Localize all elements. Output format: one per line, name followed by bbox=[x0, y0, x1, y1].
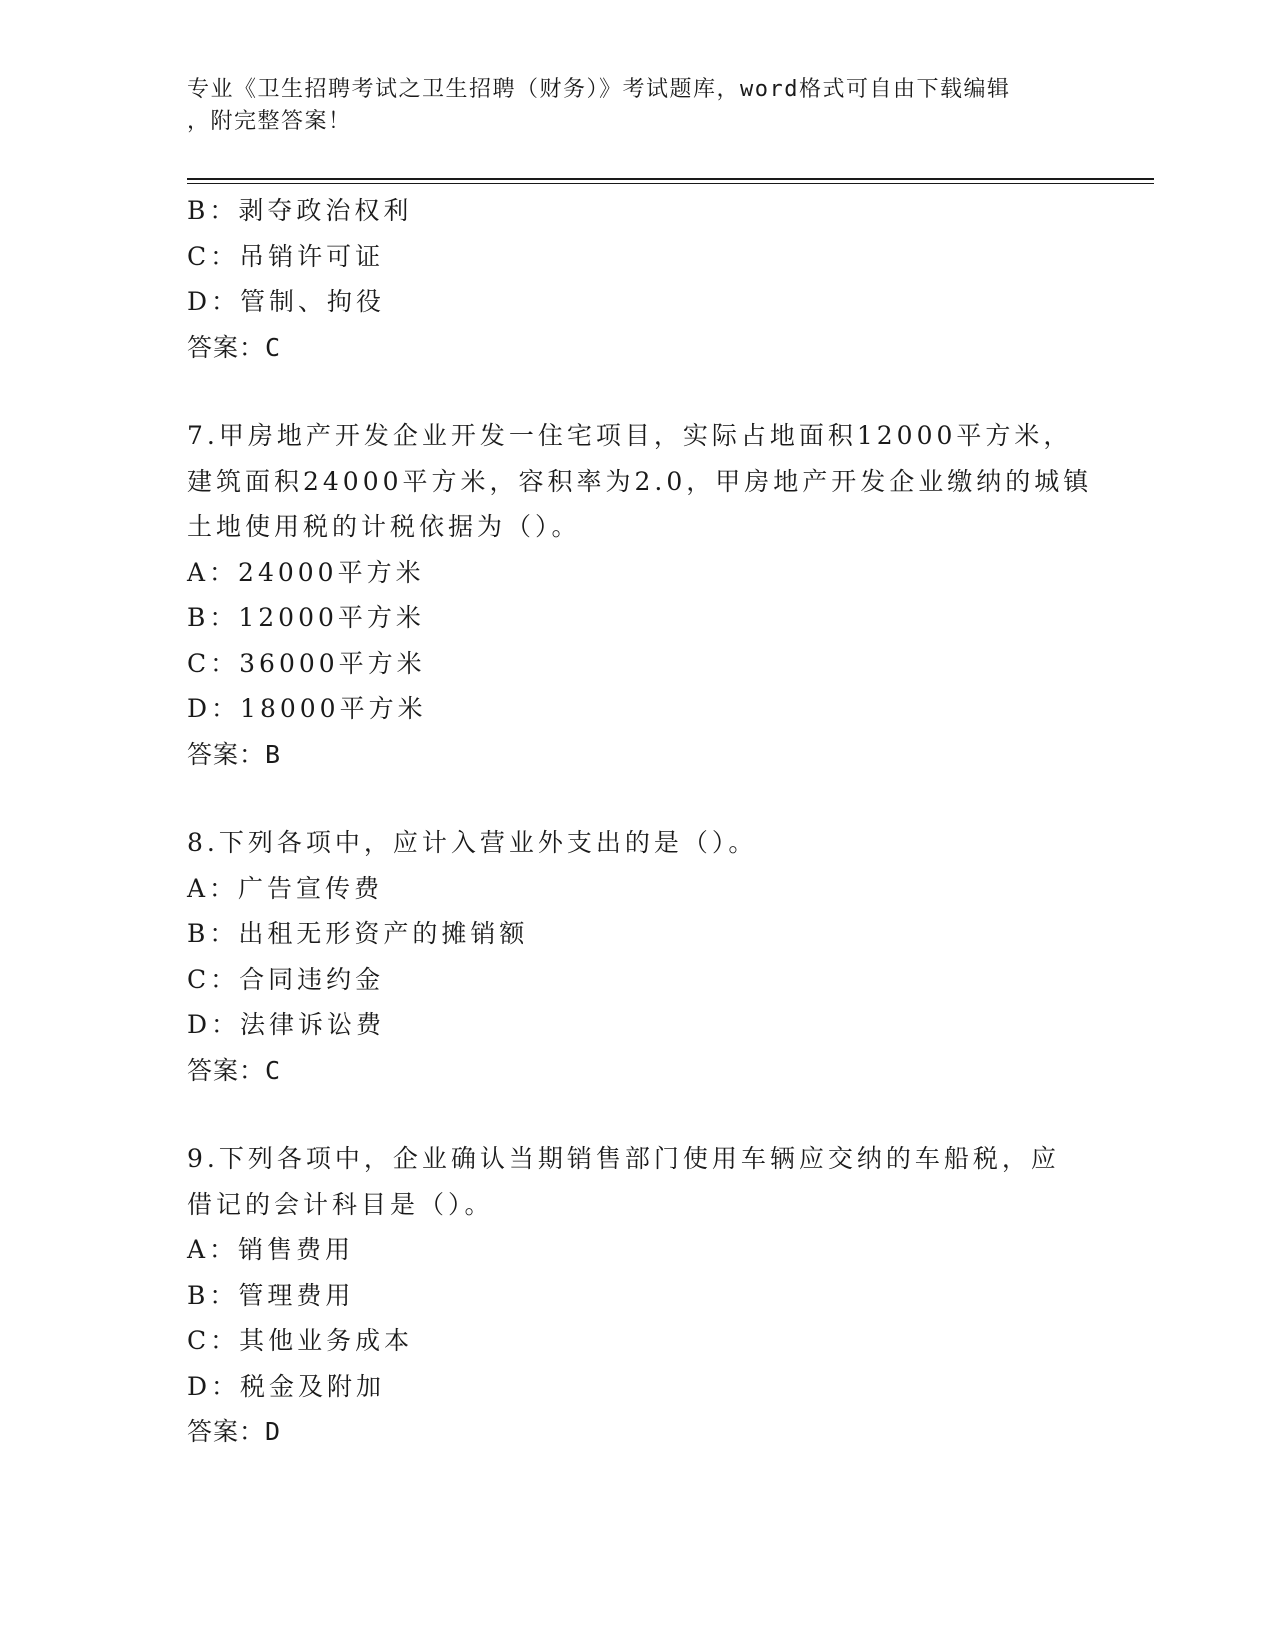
option-d: D：法律诉讼费 bbox=[187, 1010, 386, 1039]
answer-value: B bbox=[265, 739, 282, 769]
answer-value: C bbox=[265, 332, 282, 362]
answer-value: D bbox=[265, 1417, 282, 1446]
header-line-2: ，附完整答案！ bbox=[187, 109, 352, 134]
option-d: D：18000平方米 bbox=[187, 694, 427, 723]
question-stem bbox=[187, 413, 1093, 550]
stem-line: 建筑面积24000平方米，容积率为2.0，甲房地产开发企业缴纳的城镇 bbox=[187, 466, 1093, 496]
option-d: D：税金及附加 bbox=[187, 1371, 386, 1401]
option-b: B：出租无形资产的摊销额 bbox=[187, 919, 529, 948]
question-stem bbox=[187, 820, 1087, 866]
answer-label: 答案： bbox=[187, 1055, 266, 1085]
header-divider-thick bbox=[187, 178, 1154, 180]
option-c: C：36000平方米 bbox=[187, 648, 426, 678]
stem-line: 借记的会计科目是（）。 bbox=[187, 1189, 494, 1219]
answer-value: C bbox=[265, 1055, 282, 1085]
answer-line bbox=[187, 732, 1087, 778]
answer-label: 答案： bbox=[187, 739, 266, 769]
stem-line: 8.下列各项中，应计入营业外支出的是（）。 bbox=[187, 828, 758, 857]
question-8 bbox=[187, 820, 1087, 1093]
header-line-1: 专业《卫生招聘考试之卫生招聘（财务）》考试题库，word格式可自由下载编辑 bbox=[187, 77, 1011, 102]
option-b: B：管理费用 bbox=[187, 1280, 355, 1310]
stem-line: 7.甲房地产开发企业开发一住宅项目，实际占地面积12000平方米， bbox=[187, 421, 1073, 450]
answer-line bbox=[187, 1048, 1087, 1094]
option-c: C：合同违约金 bbox=[187, 964, 385, 994]
option-c: C：吊销许可证 bbox=[187, 241, 385, 271]
option-d: D：管制、拘役 bbox=[187, 287, 386, 316]
answer-line bbox=[187, 325, 1087, 371]
option-b: B：12000平方米 bbox=[187, 603, 425, 632]
question-7 bbox=[187, 413, 1093, 777]
option-c: C：其他业务成本 bbox=[187, 1326, 414, 1355]
answer-label: 答案： bbox=[187, 332, 266, 362]
option-a: A：销售费用 bbox=[187, 1235, 355, 1264]
stem-line: 9.下列各项中，企业确认当期销售部门使用车辆应交纳的车船税，应 bbox=[187, 1144, 1060, 1173]
answer-label: 答案： bbox=[187, 1417, 266, 1446]
question-9 bbox=[187, 1136, 1087, 1455]
header-divider-thin bbox=[187, 183, 1154, 184]
option-a: A：广告宣传费 bbox=[187, 873, 384, 903]
option-b: B：剥夺政治权利 bbox=[187, 196, 413, 225]
answer-line bbox=[187, 1409, 1087, 1455]
option-a: A：24000平方米 bbox=[187, 557, 425, 587]
question-6-partial bbox=[187, 188, 1087, 370]
question-stem bbox=[187, 1136, 1087, 1227]
stem-line: 土地使用税的计税依据为（）。 bbox=[187, 512, 581, 541]
question-list bbox=[187, 188, 1093, 1455]
document-header bbox=[187, 74, 1087, 138]
